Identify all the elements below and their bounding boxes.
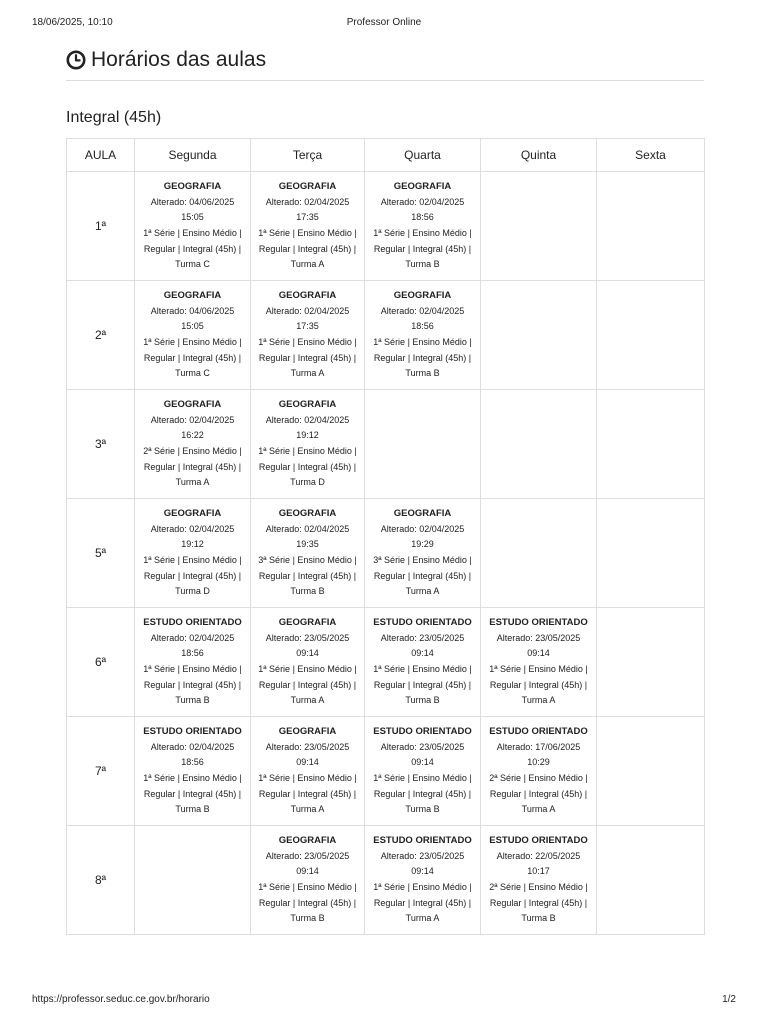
lesson-subject: GEOGRAFIA: [393, 181, 452, 193]
lesson-entry: [365, 833, 480, 927]
schedule-cell: [251, 390, 365, 499]
lesson-turma: Turma C: [175, 368, 210, 379]
lesson-class-info: 2ª Série | Ensino Médio |: [489, 882, 588, 892]
lesson-altered-date: Alterado: 02/04/2025: [150, 741, 235, 752]
lesson-turma: Turma A: [290, 695, 325, 706]
aula-number: 2ª: [67, 281, 135, 390]
lesson-class-info: 2ª Série | Ensino Médio |: [143, 446, 242, 456]
lesson-turma: Turma B: [290, 913, 325, 924]
lesson-class-info: Regular | Integral (45h) |: [143, 570, 242, 581]
lesson-altered-time: 09:14: [527, 648, 550, 659]
schedule-cell: [251, 608, 365, 717]
lesson-altered-date: Alterado: 02/04/2025: [150, 414, 235, 425]
lesson-class-info: 1ª Série | Ensino Médio |: [373, 664, 472, 674]
lesson-altered-date: Alterado: 02/04/2025: [380, 305, 465, 316]
lesson-altered-time: 10:17: [527, 866, 550, 877]
lesson-altered-date: Alterado: 02/04/2025: [380, 523, 465, 534]
schedule-cell: [597, 390, 705, 499]
table-row: [67, 499, 705, 608]
lesson-subject: ESTUDO ORIENTADO: [373, 617, 472, 629]
lesson-altered-time: 15:05: [181, 212, 204, 223]
lesson-altered-date: Alterado: 23/05/2025: [380, 741, 465, 752]
lesson-entry: [135, 179, 250, 273]
lesson-entry: [135, 506, 250, 600]
lesson-class-info: Regular | Integral (45h) |: [373, 679, 472, 690]
lesson-altered-time: 10:29: [527, 757, 550, 768]
schedule-cell: [365, 281, 481, 390]
schedule-cell: [597, 281, 705, 390]
lesson-turma: Turma A: [290, 804, 325, 815]
lesson-turma: Turma B: [175, 695, 210, 706]
lesson-class-info: Regular | Integral (45h) |: [258, 352, 357, 363]
lesson-class-info: Regular | Integral (45h) |: [258, 461, 357, 472]
lesson-entry: [251, 506, 364, 600]
lesson-entry: [481, 615, 596, 709]
lesson-subject: GEOGRAFIA: [278, 399, 337, 411]
lesson-altered-time: 09:14: [296, 866, 319, 877]
lesson-class-info: Regular | Integral (45h) |: [373, 570, 472, 581]
lesson-class-info: Regular | Integral (45h) |: [489, 897, 588, 908]
lesson-altered-date: Alterado: 22/05/2025: [496, 850, 581, 861]
aula-number: 7ª: [67, 717, 135, 826]
lesson-turma: Turma A: [521, 695, 556, 706]
aula-number: 6ª: [67, 608, 135, 717]
aula-number: 8ª: [67, 826, 135, 935]
lesson-entry: [135, 615, 250, 709]
schedule-cell: [135, 172, 251, 281]
column-header: Segunda: [135, 139, 251, 172]
lesson-class-info: Regular | Integral (45h) |: [143, 788, 242, 799]
lesson-altered-time: 19:12: [181, 539, 204, 550]
lesson-turma: Turma D: [175, 586, 210, 597]
lesson-class-info: 1ª Série | Ensino Médio |: [258, 882, 357, 892]
lesson-class-info: 3ª Série | Ensino Médio |: [258, 555, 357, 565]
schedule-cell: [135, 608, 251, 717]
column-header: AULA: [67, 139, 135, 172]
schedule-cell: [365, 172, 481, 281]
lesson-altered-time: 15:05: [181, 321, 204, 332]
lesson-entry: [365, 288, 480, 382]
lesson-class-info: 1ª Série | Ensino Médio |: [143, 664, 242, 674]
lesson-class-info: Regular | Integral (45h) |: [143, 679, 242, 690]
schedule-cell: [135, 281, 251, 390]
lesson-subject: ESTUDO ORIENTADO: [489, 835, 588, 847]
lesson-subject: GEOGRAFIA: [278, 290, 337, 302]
schedule-cell: [135, 717, 251, 826]
schedule-cell: [365, 826, 481, 935]
lesson-class-info: 3ª Série | Ensino Médio |: [373, 555, 472, 565]
lesson-turma: Turma B: [521, 913, 556, 924]
schedule-cell: [251, 826, 365, 935]
lesson-subject: GEOGRAFIA: [393, 290, 452, 302]
schedule-cell: [481, 717, 597, 826]
lesson-altered-date: Alterado: 02/04/2025: [380, 196, 465, 207]
table-body: [67, 172, 705, 935]
lesson-altered-date: Alterado: 02/04/2025: [150, 632, 235, 643]
schedule-cell: [135, 390, 251, 499]
lesson-class-info: Regular | Integral (45h) |: [258, 679, 357, 690]
schedule-cell: [597, 608, 705, 717]
print-header: [32, 17, 736, 31]
lesson-entry: [365, 615, 480, 709]
schedule-cell: [481, 826, 597, 935]
lesson-entry: [251, 288, 364, 382]
lesson-turma: Turma B: [405, 804, 440, 815]
page-heading: [66, 46, 704, 81]
lesson-subject: GEOGRAFIA: [278, 726, 337, 738]
section-title: Integral (45h): [66, 109, 162, 126]
lesson-class-info: 1ª Série | Ensino Médio |: [143, 773, 242, 783]
lesson-class-info: 1ª Série | Ensino Médio |: [373, 228, 472, 238]
lesson-altered-time: 09:14: [411, 648, 434, 659]
lesson-entry: [365, 506, 480, 600]
lesson-entry: [135, 397, 250, 491]
aula-number: 5ª: [67, 499, 135, 608]
lesson-turma: Turma B: [405, 259, 440, 270]
print-footer: [32, 994, 736, 1008]
print-page-number: 1/2: [722, 994, 736, 1005]
lesson-class-info: 1ª Série | Ensino Médio |: [143, 555, 242, 565]
lesson-altered-date: Alterado: 17/06/2025: [496, 741, 581, 752]
table-row: [67, 281, 705, 390]
column-header: Quinta: [481, 139, 597, 172]
schedule-cell: [251, 717, 365, 826]
lesson-altered-time: 17:35: [296, 321, 319, 332]
lesson-altered-time: 09:14: [296, 757, 319, 768]
lesson-altered-time: 09:14: [411, 866, 434, 877]
lesson-class-info: 1ª Série | Ensino Médio |: [143, 228, 242, 238]
lesson-class-info: 1ª Série | Ensino Médio |: [258, 664, 357, 674]
lesson-class-info: Regular | Integral (45h) |: [489, 679, 588, 690]
lesson-entry: [481, 724, 596, 818]
schedule-cell: [135, 826, 251, 935]
schedule-cell: [481, 390, 597, 499]
lesson-altered-date: Alterado: 23/05/2025: [496, 632, 581, 643]
column-header: Quarta: [365, 139, 481, 172]
schedule-cell: [365, 499, 481, 608]
lesson-turma: Turma B: [405, 368, 440, 379]
lesson-altered-date: Alterado: 02/04/2025: [265, 305, 350, 316]
lesson-subject: GEOGRAFIA: [163, 508, 222, 520]
table-row: [67, 826, 705, 935]
schedule-cell: [481, 608, 597, 717]
lesson-altered-time: 19:35: [296, 539, 319, 550]
lesson-subject: ESTUDO ORIENTADO: [143, 726, 242, 738]
schedule-cell: [365, 608, 481, 717]
lesson-entry: [251, 397, 364, 491]
lesson-subject: GEOGRAFIA: [393, 508, 452, 520]
lesson-turma: Turma B: [290, 586, 325, 597]
lesson-altered-date: Alterado: 23/05/2025: [265, 850, 350, 861]
lesson-subject: GEOGRAFIA: [278, 508, 337, 520]
lesson-subject: ESTUDO ORIENTADO: [373, 726, 472, 738]
lesson-class-info: Regular | Integral (45h) |: [143, 461, 242, 472]
lesson-altered-date: Alterado: 02/04/2025: [265, 523, 350, 534]
aula-number: 1ª: [67, 172, 135, 281]
lesson-altered-time: 09:14: [296, 648, 319, 659]
table-row: [67, 608, 705, 717]
lesson-altered-time: 19:12: [296, 430, 319, 441]
schedule-cell: [251, 499, 365, 608]
lesson-altered-date: Alterado: 02/04/2025: [150, 523, 235, 534]
lesson-subject: GEOGRAFIA: [163, 290, 222, 302]
lesson-altered-date: Alterado: 23/05/2025: [265, 632, 350, 643]
schedule-cell: [481, 281, 597, 390]
schedule-cell: [597, 499, 705, 608]
lesson-altered-time: 18:56: [411, 321, 434, 332]
lesson-class-info: 1ª Série | Ensino Médio |: [373, 337, 472, 347]
lesson-turma: Turma A: [290, 368, 325, 379]
lesson-class-info: 1ª Série | Ensino Médio |: [373, 882, 472, 892]
lesson-entry: [251, 179, 364, 273]
lesson-altered-date: Alterado: 04/06/2025: [150, 305, 235, 316]
schedule-cell: [597, 172, 705, 281]
clock-icon: [66, 50, 86, 70]
lesson-turma: Turma C: [175, 259, 210, 270]
lesson-class-info: 1ª Série | Ensino Médio |: [258, 773, 357, 783]
lesson-turma: Turma A: [405, 586, 440, 597]
lesson-altered-time: 18:56: [181, 757, 204, 768]
lesson-entry: [135, 724, 250, 818]
schedule-cell: [135, 499, 251, 608]
page-title: Horários das aulas: [91, 48, 267, 71]
lesson-entry: [251, 615, 364, 709]
table-row: [67, 390, 705, 499]
print-url: https://professor.seduc.ce.gov.br/horario: [32, 994, 210, 1005]
schedule-cell: [597, 717, 705, 826]
lesson-altered-date: Alterado: 23/05/2025: [265, 741, 350, 752]
lesson-entry: [365, 724, 480, 818]
lesson-entry: [251, 833, 364, 927]
lesson-turma: Turma A: [175, 477, 210, 488]
lesson-class-info: Regular | Integral (45h) |: [373, 897, 472, 908]
lesson-class-info: 2ª Série | Ensino Médio |: [489, 773, 588, 783]
lesson-subject: GEOGRAFIA: [163, 399, 222, 411]
lesson-class-info: Regular | Integral (45h) |: [143, 352, 242, 363]
lesson-altered-time: 19:29: [411, 539, 434, 550]
lesson-turma: Turma A: [405, 913, 440, 924]
lesson-altered-date: Alterado: 23/05/2025: [380, 850, 465, 861]
lesson-class-info: 1ª Série | Ensino Médio |: [258, 446, 357, 456]
lesson-altered-time: 09:14: [411, 757, 434, 768]
lesson-subject: ESTUDO ORIENTADO: [489, 726, 588, 738]
lesson-turma: Turma A: [290, 259, 325, 270]
lesson-altered-time: 17:35: [296, 212, 319, 223]
lesson-turma: Turma D: [290, 477, 325, 488]
lesson-class-info: 1ª Série | Ensino Médio |: [258, 228, 357, 238]
lesson-subject: ESTUDO ORIENTADO: [489, 617, 588, 629]
lesson-subject: ESTUDO ORIENTADO: [143, 617, 242, 629]
lesson-class-info: 1ª Série | Ensino Médio |: [143, 337, 242, 347]
lesson-subject: GEOGRAFIA: [278, 835, 337, 847]
lesson-altered-date: Alterado: 02/04/2025: [265, 196, 350, 207]
lesson-altered-date: Alterado: 02/04/2025: [265, 414, 350, 425]
print-title: Professor Online: [346, 17, 422, 28]
lesson-class-info: Regular | Integral (45h) |: [373, 352, 472, 363]
schedule-cell: [251, 172, 365, 281]
lesson-class-info: Regular | Integral (45h) |: [143, 243, 242, 254]
lesson-class-info: Regular | Integral (45h) |: [489, 788, 588, 799]
lesson-entry: [481, 833, 596, 927]
schedule-cell: [481, 499, 597, 608]
lesson-subject: GEOGRAFIA: [278, 617, 337, 629]
schedule-cell: [251, 281, 365, 390]
print-date: 18/06/2025, 10:10: [32, 17, 113, 28]
lesson-altered-time: 16:22: [181, 430, 204, 441]
lesson-entry: [135, 288, 250, 382]
lesson-subject: GEOGRAFIA: [278, 181, 337, 193]
table-header-row: [67, 139, 705, 172]
lesson-class-info: 1ª Série | Ensino Médio |: [373, 773, 472, 783]
schedule-cell: [597, 826, 705, 935]
lesson-subject: GEOGRAFIA: [163, 181, 222, 193]
lesson-class-info: Regular | Integral (45h) |: [373, 243, 472, 254]
lesson-entry: [365, 179, 480, 273]
lesson-entry: [251, 724, 364, 818]
lesson-class-info: Regular | Integral (45h) |: [258, 243, 357, 254]
column-header: Terça: [251, 139, 365, 172]
table-row: [67, 717, 705, 826]
table-row: [67, 172, 705, 281]
schedule-table: [66, 138, 705, 935]
lesson-altered-date: Alterado: 04/06/2025: [150, 196, 235, 207]
schedule-cell: [365, 717, 481, 826]
lesson-turma: Turma B: [175, 804, 210, 815]
aula-number: 3ª: [67, 390, 135, 499]
lesson-altered-time: 18:56: [181, 648, 204, 659]
lesson-class-info: 1ª Série | Ensino Médio |: [489, 664, 588, 674]
lesson-class-info: Regular | Integral (45h) |: [258, 788, 357, 799]
lesson-turma: Turma B: [405, 695, 440, 706]
schedule-cell: [481, 172, 597, 281]
lesson-class-info: 1ª Série | Ensino Médio |: [258, 337, 357, 347]
lesson-altered-time: 18:56: [411, 212, 434, 223]
schedule-cell: [365, 390, 481, 499]
lesson-class-info: Regular | Integral (45h) |: [258, 570, 357, 581]
lesson-altered-date: Alterado: 23/05/2025: [380, 632, 465, 643]
lesson-class-info: Regular | Integral (45h) |: [373, 788, 472, 799]
lesson-class-info: Regular | Integral (45h) |: [258, 897, 357, 908]
lesson-subject: ESTUDO ORIENTADO: [373, 835, 472, 847]
lesson-turma: Turma A: [521, 804, 556, 815]
column-header: Sexta: [597, 139, 705, 172]
